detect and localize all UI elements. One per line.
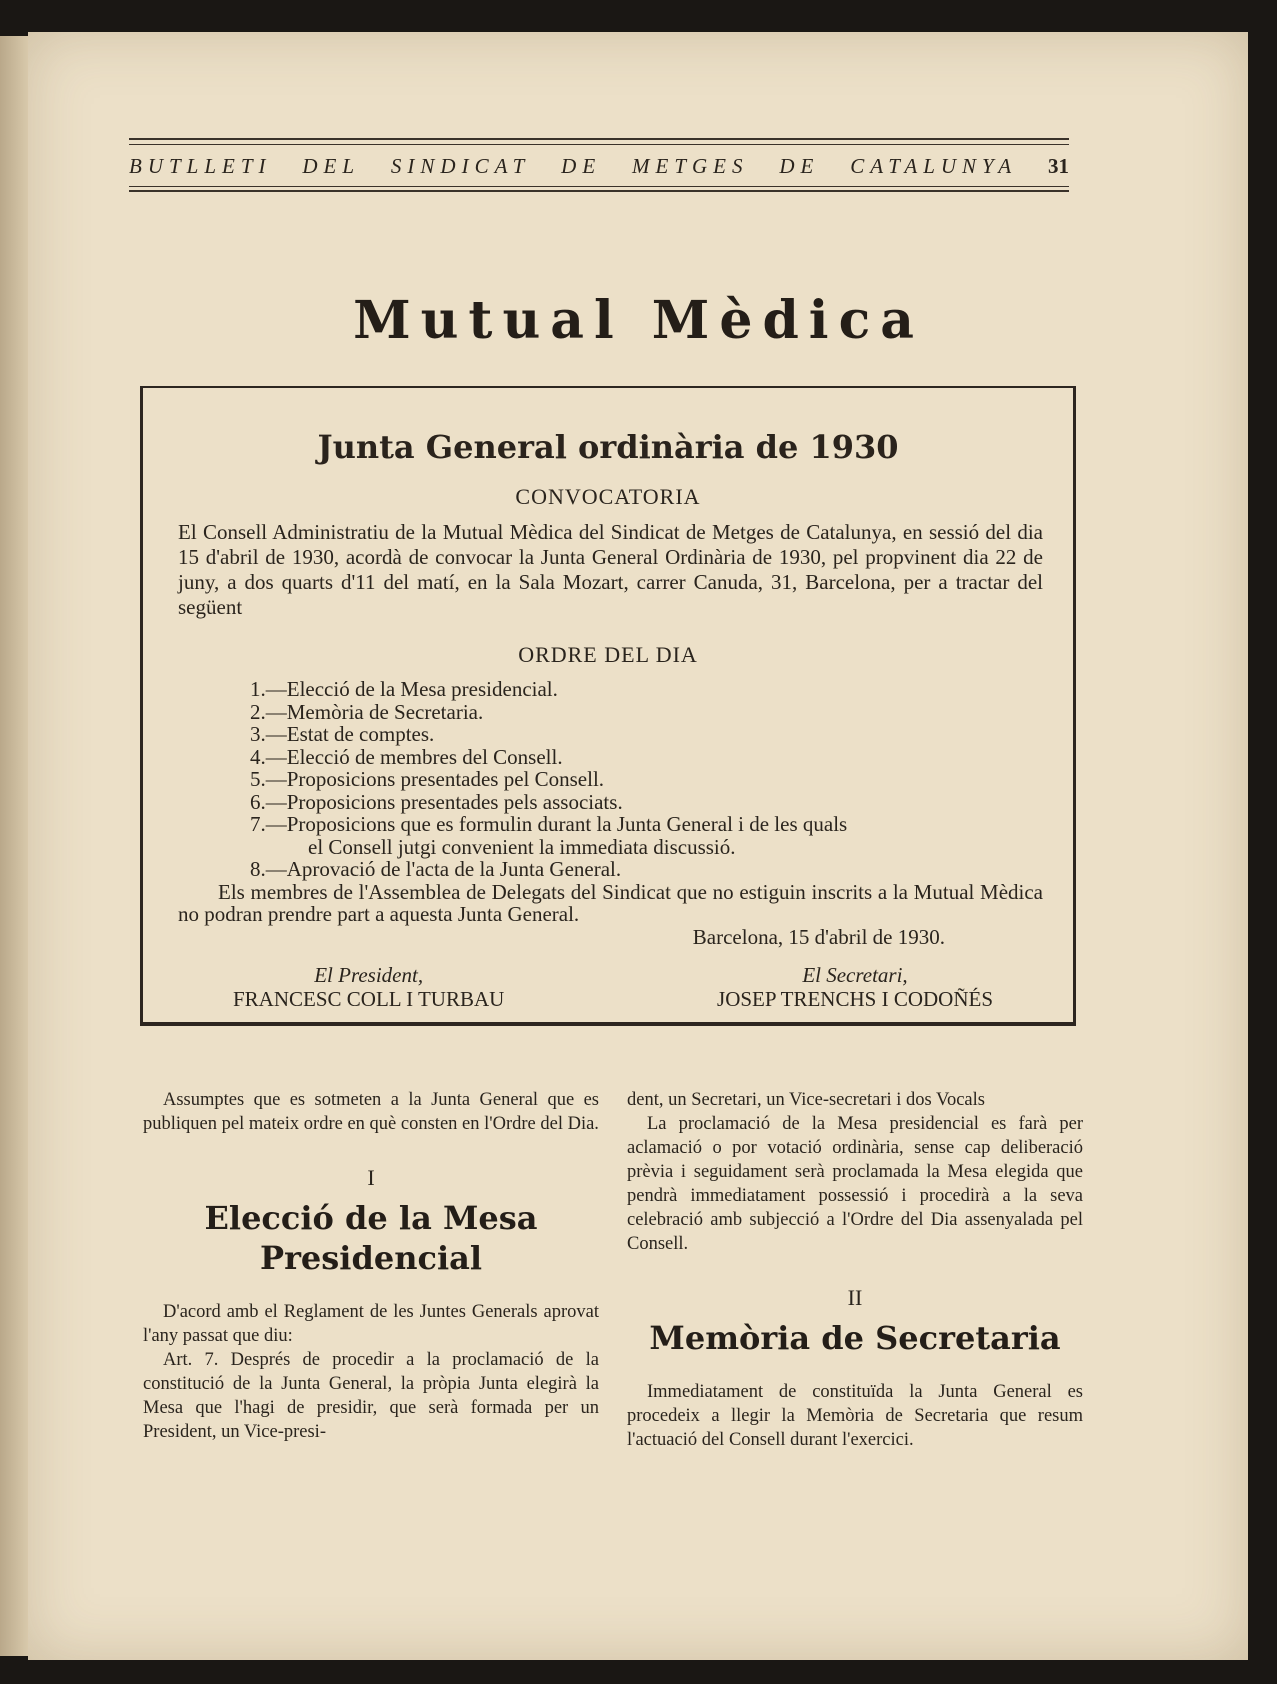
secretary-signature (717, 963, 993, 1011)
paragraph: Art. 7. Després de procedir a la proclamació de la constitució de la Junta General, la pròpia Junta elegirà la Mesa que l'hagi de presidir, que serà formada per un President, un Vice-presi- (143, 1350, 599, 1442)
header-word: SINDICAT (390, 153, 531, 178)
box-title: Junta General ordinària de 1930 (317, 428, 899, 466)
secretary-role: El Secretari, (802, 962, 908, 987)
agenda-list (143, 678, 1073, 881)
agenda-item: 3.—Estat de comptes. (250, 722, 435, 746)
delegates-note: Els membres de l'Assemblea de Delegats del Sindicat que no estiguin inscrits a la Mutual Mèdica no podran prendre part a aquesta Junta General. (178, 879, 1043, 926)
paragraph: D'acord amb el Reglament de les Juntes Generals aprovat l'any passat que diu: (143, 1302, 599, 1346)
header-rule-top (129, 138, 1069, 140)
book-spine-edge (0, 36, 28, 1656)
agenda-item-continuation-text: el Consell jutgi convenient la immediata discussió. (308, 834, 736, 859)
president-name: FRANCESC COLL I TURBAU (233, 986, 505, 1011)
president-role: El President, (314, 962, 424, 987)
running-header (129, 154, 1069, 178)
main-title: Mutual Mèdica (353, 290, 924, 351)
agenda-item: 6.—Proposicions presentades pels associats. (250, 789, 623, 814)
header-word: CATALUNYA (850, 153, 1018, 178)
header-word: METGES (632, 153, 749, 178)
section-title: Memòria de Secretaria (649, 1319, 1061, 1357)
signing-date: Barcelona, 15 d'abril de 1930. (692, 924, 945, 949)
header-word: DE (779, 153, 820, 178)
header-word: BUTLLETI (129, 153, 272, 178)
convocatoria-box (140, 386, 1076, 1026)
intro-paragraph: Assumptes que es sotmeten a la Junta General que es publiquen pel mateix ordre en què consten en l'Ordre del Dia. (143, 1090, 599, 1134)
header-rule-bottom (129, 190, 1069, 192)
section-number: II (847, 1285, 863, 1310)
agenda-item: 8.—Aprovació de l'acta de la Junta General. (250, 857, 622, 881)
convocatoria-label: CONVOCATORIA (515, 484, 701, 509)
president-signature (233, 963, 504, 1011)
agenda-item: 2.—Memòria de Secretaria. (250, 699, 484, 724)
paragraph: dent, un Secretari, un Vice-secretari i dos Vocals (627, 1090, 985, 1110)
right-column (627, 1088, 1083, 1452)
agenda-item: 5.—Proposicions presentades pel Consell. (250, 767, 605, 791)
left-column (143, 1088, 599, 1444)
agenda-item: 7.—Proposicions que es formulin durant la Junta General i de les quals (250, 812, 848, 836)
agenda-item: 1.—Elecció de la Mesa presidencial. (250, 677, 558, 701)
header-rule-top-thin (129, 144, 1069, 145)
section-number: I (367, 1165, 375, 1190)
signatures (233, 963, 993, 1011)
agenda-item: 4.—Elecció de membres del Consell. (250, 744, 563, 769)
section-title: Elecció de la Mesa Presidencial (204, 1199, 538, 1277)
agenda-item-continuation (143, 836, 1073, 859)
secretary-name: JOSEP TRENCHS I CODOÑÉS (717, 986, 993, 1011)
header-word: DE (561, 153, 602, 178)
page-number: 31 (1047, 153, 1069, 178)
ordre-label: ORDRE DEL DIA (518, 642, 698, 667)
header-rule-bottom-thin (129, 186, 1069, 187)
convocatoria-text: El Consell Administratiu de la Mutual Mèdica del Sindicat de Metges de Catalunya, en sessió del dia 15 d'abril de 1930, acordà de convocar la Junta General Ordinària de 1930, pel propvinent dia 22 de juny, a dos quarts d'11 del matí, en la Sala Mozart, carrer Canuda, 31, Barcelona, per a tractar del següent (178, 520, 1043, 619)
paragraph: Immediatament de constituïda la Junta General es procedeix a llegir la Memòria de Secretaria que resum l'actuació del Consell durant l'exercici. (627, 1382, 1083, 1450)
paragraph: La proclamació de la Mesa presidencial es farà per aclamació o por votació ordinària, sense cap deliberació prèvia i seguidament serà proclamada la Mesa elegida que pendrà immediatament possessió i procedirà a la seva celebració amb subjecció a l'Ordre del Dia assenyalada pel Consell. (627, 1114, 1083, 1254)
header-word: DEL (302, 153, 361, 178)
